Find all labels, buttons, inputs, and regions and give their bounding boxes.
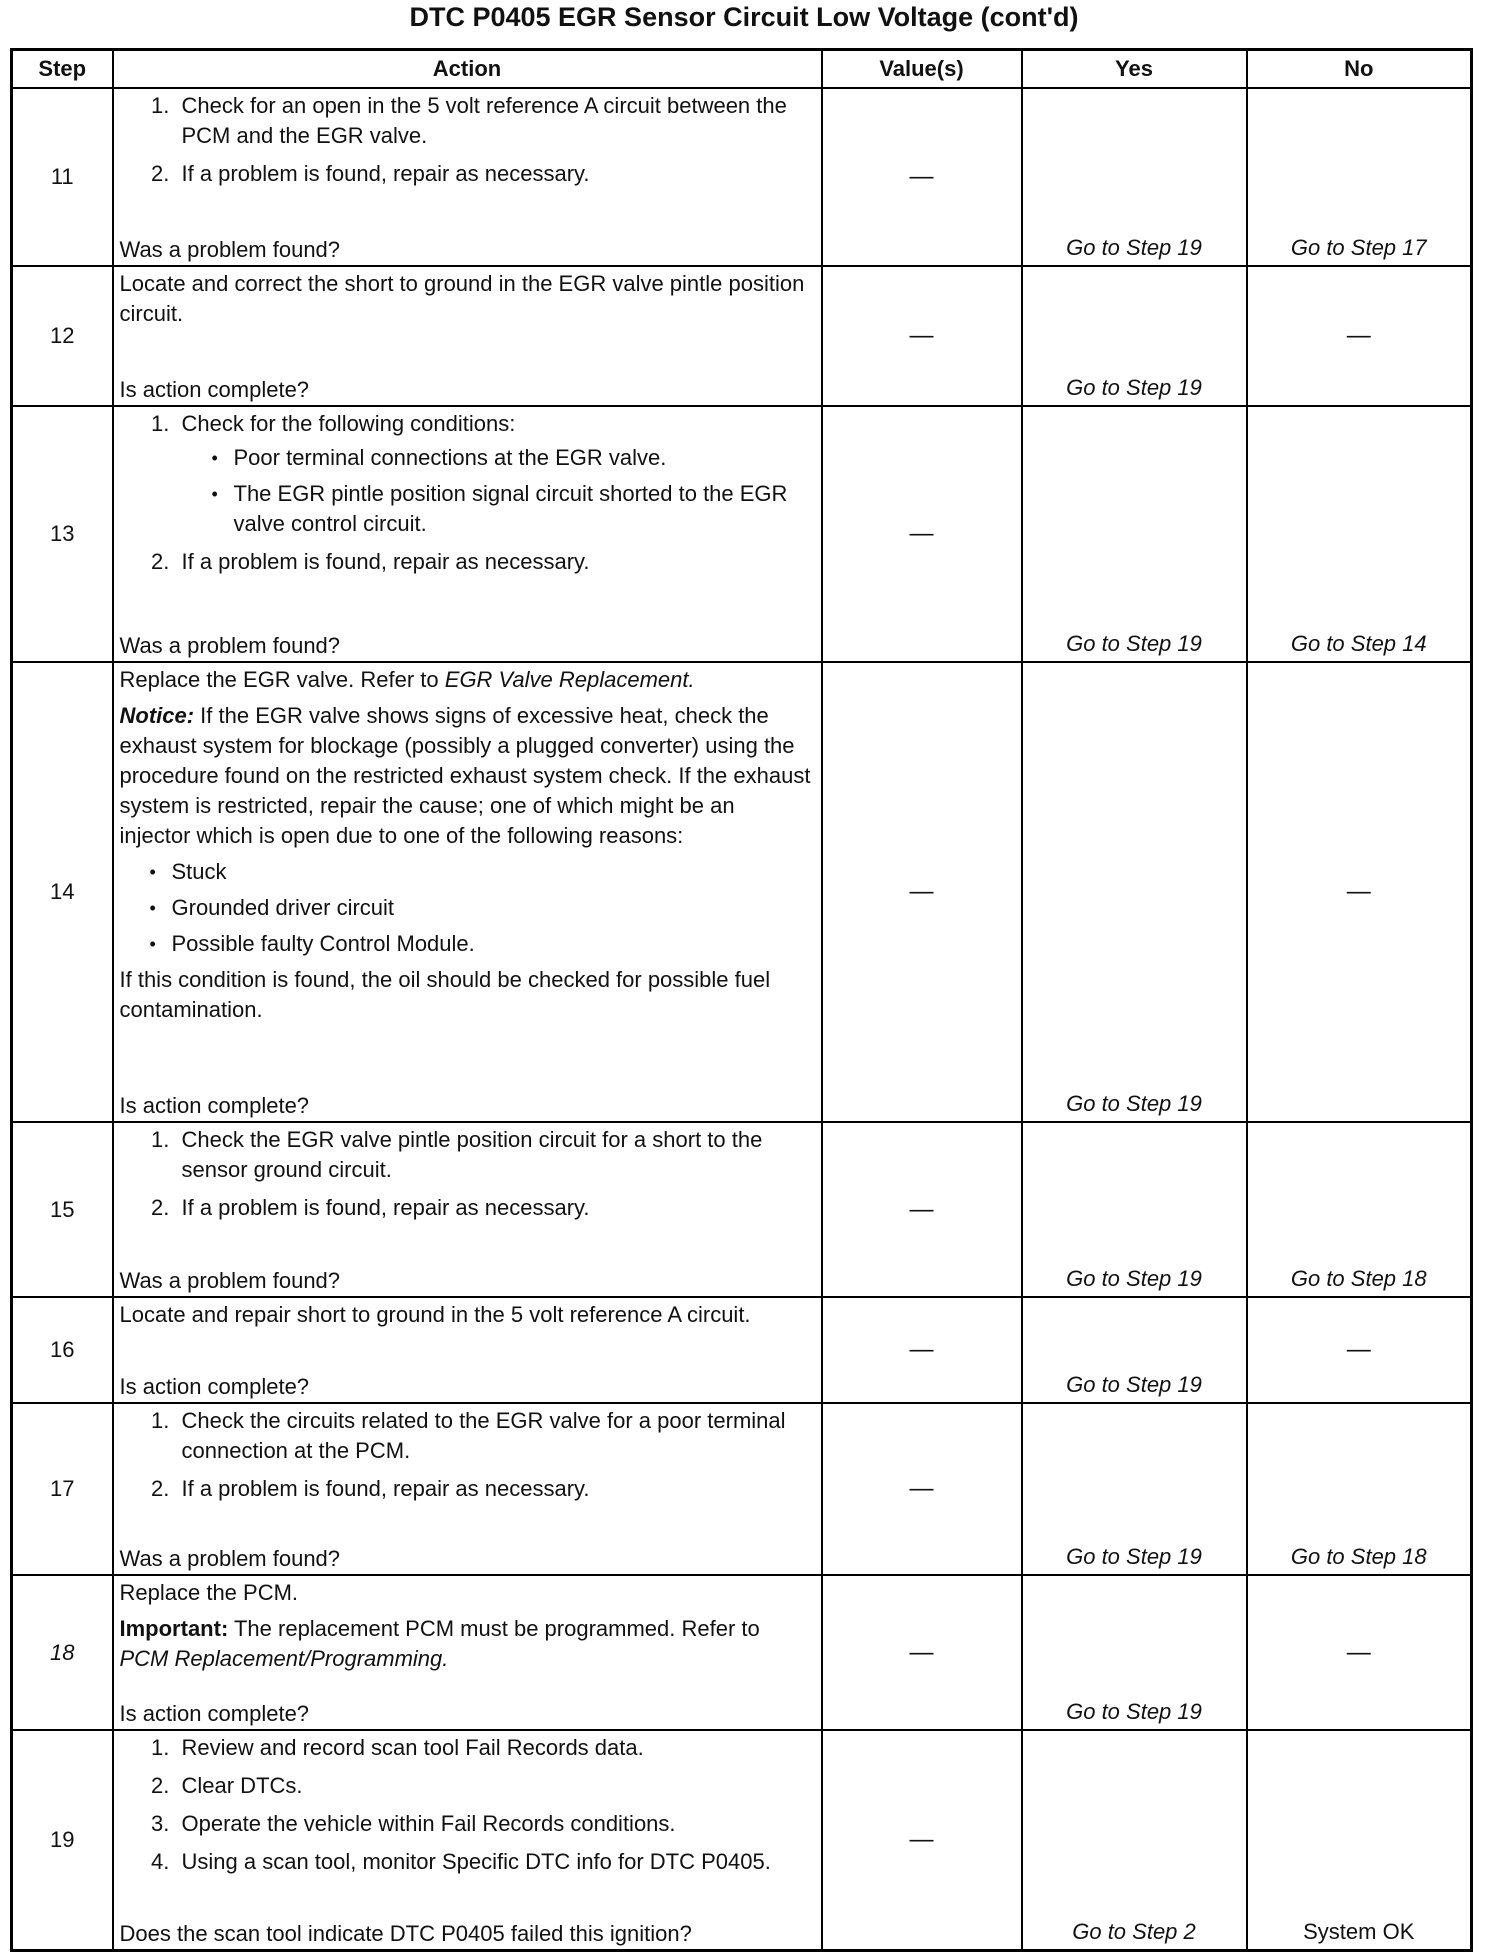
no-cell <box>1247 1122 1472 1297</box>
value-cell <box>822 1730 1022 1951</box>
action-question: Was a problem found? <box>119 633 341 658</box>
action-cell <box>113 1403 822 1575</box>
yes-cell <box>1022 266 1247 406</box>
value-dash: — <box>909 520 934 547</box>
reference-link: EGR Valve Replacement. <box>444 667 695 692</box>
action-question: Is action complete? <box>119 1093 310 1118</box>
yes-goto: Go to Step 19 <box>1066 375 1202 400</box>
no-goto: Go to Step 17 <box>1290 235 1427 260</box>
table-row <box>12 266 1472 406</box>
action-item: 4. Using a scan tool, monitor Specific DTC info for DTC P0405. <box>176 1847 811 1877</box>
action-question: Is action complete? <box>119 377 310 402</box>
step-number: 18 <box>12 1575 113 1730</box>
table-header-row <box>12 50 1472 89</box>
step-number: 16 <box>12 1297 113 1403</box>
value-cell <box>822 266 1022 406</box>
header-values: Value(s) <box>822 50 1022 89</box>
action-item-text: Check for the following conditions: <box>181 411 516 436</box>
value-cell <box>822 406 1022 662</box>
bullet-item: • Grounded driver circuit <box>148 893 811 923</box>
no-dash: — <box>1346 878 1371 905</box>
action-question: Is action complete? <box>119 1374 310 1399</box>
header-yes: Yes <box>1022 50 1247 89</box>
action-text: If this condition is found, the oil should be checked for possible fuel contamination. <box>119 967 771 1022</box>
step-number: 17 <box>12 1403 113 1575</box>
yes-cell <box>1022 406 1247 662</box>
notice-text: If the EGR valve shows signs of excessive heat, check the exhaust system for blockage (possibly a plugged converter) using the procedure found on the restricted exhaust system check. If the exhaust system is restricted, repair the cause; one of which might be an injector which is open due to one of the following reasons: <box>119 703 811 848</box>
action-item: 2. If a problem is found, repair as necessary. <box>176 547 811 577</box>
action-question: Was a problem found? <box>119 237 341 262</box>
header-step: Step <box>12 50 113 89</box>
table-row <box>12 662 1472 1122</box>
action-text: Locate and correct the short to ground in the EGR valve pintle position circuit. <box>119 271 805 326</box>
value-cell <box>822 1403 1022 1575</box>
action-item: 1. Check the circuits related to the EGR valve for a poor terminal connection at the PCM. <box>176 1406 811 1466</box>
action-cell <box>113 1575 822 1730</box>
table-row <box>12 1122 1472 1297</box>
table-row <box>12 88 1472 266</box>
table-row <box>12 1575 1472 1730</box>
action-question: Was a problem found? <box>119 1546 341 1571</box>
reference-link: PCM Replacement/Programming. <box>119 1646 449 1671</box>
no-result: System OK <box>1303 1919 1415 1944</box>
table-row <box>12 1297 1472 1403</box>
table-row <box>12 1730 1472 1951</box>
value-cell <box>822 1575 1022 1730</box>
value-cell <box>822 88 1022 266</box>
action-cell <box>113 88 822 266</box>
no-goto: Go to Step 14 <box>1290 631 1427 656</box>
table-row <box>12 406 1472 662</box>
step-number: 19 <box>12 1730 113 1951</box>
action-cell <box>113 266 822 406</box>
action-item: 1. Check the EGR valve pintle position circuit for a short to the sensor ground circuit. <box>176 1125 811 1185</box>
value-dash: — <box>909 878 934 905</box>
action-item: 1. Check for an open in the 5 volt reference A circuit between the PCM and the EGR valve. <box>176 91 811 151</box>
value-dash: — <box>909 1475 934 1502</box>
action-item: 2. If a problem is found, repair as necessary. <box>176 1193 811 1223</box>
no-cell <box>1247 1730 1472 1951</box>
value-dash: — <box>909 1638 934 1666</box>
bullet-item: • Possible faulty Control Module. <box>148 929 811 959</box>
yes-goto: Go to Step 19 <box>1066 1372 1202 1397</box>
action-question: Does the scan tool indicate DTC P0405 failed this ignition? <box>119 1921 692 1946</box>
notice-label: Notice: <box>119 703 195 728</box>
value-dash: — <box>909 163 934 190</box>
action-item: 2. Clear DTCs. <box>176 1771 811 1801</box>
step-number: 12 <box>12 266 113 406</box>
value-dash: — <box>909 1336 934 1363</box>
yes-cell <box>1022 1730 1247 1951</box>
yes-cell <box>1022 1297 1247 1403</box>
action-question: Was a problem found? <box>119 1268 341 1293</box>
value-cell <box>822 662 1022 1122</box>
table-row <box>12 1403 1472 1575</box>
important-label: Important: <box>119 1616 229 1641</box>
bullet-item: • Stuck <box>148 857 811 887</box>
yes-goto: Go to Step 2 <box>1072 1919 1196 1944</box>
diagnostic-table <box>10 48 1473 1952</box>
header-no: No <box>1247 50 1472 89</box>
action-cell <box>113 1730 822 1951</box>
no-goto: Go to Step 18 <box>1290 1544 1427 1569</box>
no-goto: Go to Step 18 <box>1290 1266 1427 1291</box>
no-cell <box>1247 1297 1472 1403</box>
yes-goto: Go to Step 19 <box>1066 1699 1202 1724</box>
action-cell <box>113 406 822 662</box>
value-dash: — <box>909 1826 934 1853</box>
no-dash: — <box>1346 1336 1371 1363</box>
value-dash: — <box>909 322 934 349</box>
action-cell <box>113 1297 822 1403</box>
yes-cell <box>1022 1403 1247 1575</box>
action-item: 2. If a problem is found, repair as necessary. <box>176 1474 811 1504</box>
step-number: 11 <box>12 88 113 266</box>
no-cell <box>1247 662 1472 1122</box>
bullet-item: • Poor terminal connections at the EGR valve. <box>210 443 811 473</box>
value-cell <box>822 1297 1022 1403</box>
action-text: Replace the EGR valve. Refer to <box>119 667 445 692</box>
action-item: 1. Review and record scan tool Fail Records data. <box>176 1733 811 1763</box>
no-cell <box>1247 1575 1472 1730</box>
no-cell <box>1247 266 1472 406</box>
yes-cell <box>1022 1575 1247 1730</box>
yes-cell <box>1022 662 1247 1122</box>
value-dash: — <box>909 1195 934 1223</box>
important-text: The replacement PCM must be programmed. Refer to <box>228 1616 760 1641</box>
yes-cell <box>1022 1122 1247 1297</box>
yes-goto: Go to Step 19 <box>1066 1544 1202 1569</box>
no-cell <box>1247 406 1472 662</box>
value-cell <box>822 1122 1022 1297</box>
action-item: 3. Operate the vehicle within Fail Records conditions. <box>176 1809 811 1839</box>
yes-cell <box>1022 88 1247 266</box>
no-cell <box>1247 1403 1472 1575</box>
action-item <box>176 409 811 539</box>
step-number: 15 <box>12 1122 113 1297</box>
action-cell <box>113 662 822 1122</box>
page-title: DTC P0405 EGR Sensor Circuit Low Voltage (cont'd) <box>409 2 1079 32</box>
no-dash: — <box>1346 1638 1371 1666</box>
action-item: 2. If a problem is found, repair as necessary. <box>176 159 811 189</box>
step-number: 14 <box>12 662 113 1122</box>
action-text: Replace the PCM. <box>119 1580 299 1605</box>
action-question: Is action complete? <box>119 1701 310 1726</box>
no-dash: — <box>1346 322 1371 349</box>
action-text: Locate and repair short to ground in the 5 volt reference A circuit. <box>119 1302 751 1327</box>
action-cell <box>113 1122 822 1297</box>
yes-goto: Go to Step 19 <box>1066 1091 1202 1116</box>
step-number: 13 <box>12 406 113 662</box>
bullet-item: • The EGR pintle position signal circuit shorted to the EGR valve control circuit. <box>210 479 811 539</box>
yes-goto: Go to Step 19 <box>1066 1266 1202 1291</box>
no-cell <box>1247 88 1472 266</box>
header-action: Action <box>113 50 822 89</box>
yes-goto: Go to Step 19 <box>1066 631 1202 656</box>
yes-goto: Go to Step 19 <box>1066 235 1202 260</box>
